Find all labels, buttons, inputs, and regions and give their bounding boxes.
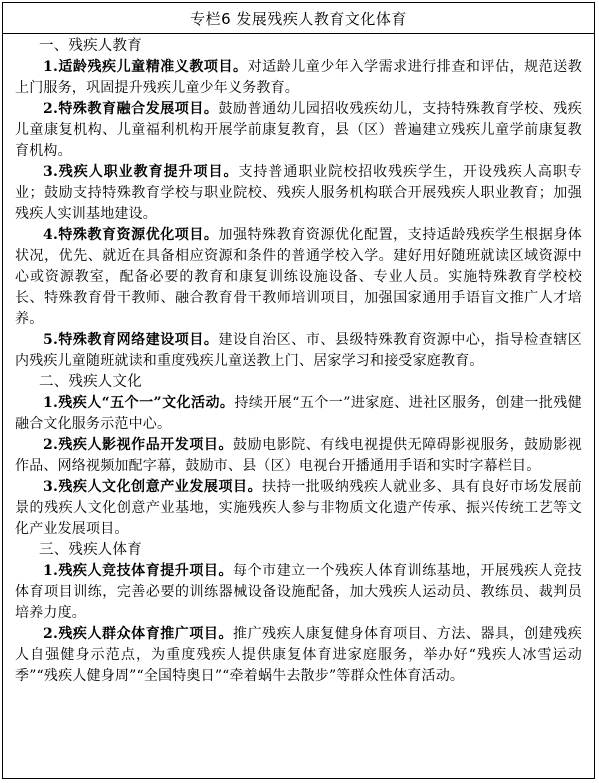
list-item <box>15 477 582 540</box>
section-heading-sports: 三、残疾人体育 <box>39 542 142 558</box>
item-body: 鼓励普通幼儿园招收残疾幼儿，支持特殊教育学校、残疾儿童康复机构、儿童福利机构开展学前康复教育，县（区）普遍建立残疾儿童学前康复教育机构。 <box>15 101 583 159</box>
list-item <box>15 225 582 330</box>
item-body: 建设自治区、市、县级特殊教育资源中心，指导检查辖区内残疾儿童随班就读和重度残疾儿童送教上门、居家学习和接受家庭教育。 <box>15 332 583 369</box>
section-heading-culture: 二、残疾人文化 <box>39 374 142 390</box>
item-title: 2.特殊教育融合发展项目。 <box>43 101 219 117</box>
item-body: 扶持一批吸纳残疾人就业多、具有良好市场发展前景的残疾人文化创意产业基地，实施残疾人参与非物质文化遗产传承、振兴传统工艺等文化产业发展项目。 <box>15 479 582 537</box>
item-title: 3.残疾人文化创意产业发展项目。 <box>43 479 263 495</box>
list-item <box>15 99 582 162</box>
item-body: 支持普通职业院校招收残疾学生，开设残疾人高职专业；鼓励支持特殊教育学校与职业院校、残疾人服务机构联合开展残疾人职业教育；加强残疾人实训基地建设。 <box>15 164 582 222</box>
item-body: 每个市建立一个残疾人体育训练基地，开展残疾人竞技体育项目训练，完善必要的训练器械设备设施配备，加大残疾人运动员、教练员、裁判员培养力度。 <box>15 563 582 621</box>
column-content <box>3 34 594 687</box>
list-item <box>15 561 582 624</box>
column-box <box>2 2 595 779</box>
list-item <box>15 393 582 435</box>
item-title: 1.残疾人“五个一”文化活动。 <box>43 395 235 411</box>
item-title: 2.残疾人影视作品开发项目。 <box>43 437 234 453</box>
list-item <box>15 330 582 372</box>
section-heading-education: 一、残疾人教育 <box>39 38 142 54</box>
item-body: 持续开展“五个一”进家庭、进社区服务，创建一批残健融合文化服务示范中心。 <box>15 395 582 432</box>
list-item <box>15 624 582 687</box>
list-item <box>15 162 582 225</box>
item-title: 2.残疾人群众体育推广项目。 <box>43 626 234 642</box>
item-title: 4.特殊教育资源优化项目。 <box>43 227 219 243</box>
item-body: 对适龄儿童少年入学需求进行排查和评估，规范送教上门服务，巩固提升残疾儿童少年义务教育。 <box>15 59 582 96</box>
item-body: 加强特殊教育资源优化配置，支持适龄残疾学生根据身体状况，优先、就近在具备相应资源和条件的普通学校入学。建好用好随班就读区域资源中心或资源教室，配备必要的教育和康复训练设施设备、专业人员。实施特殊教育学校校长、特殊教育骨干教师、融合教育骨干教师培训项目，加强国家通用手语盲文推广人才培养。 <box>15 227 583 327</box>
item-body: 推广残疾人康复健身体育项目、方法、器具，创建残疾人自强健身示范点，为重度残疾人提供康复体育进家庭服务，举办好“残疾人冰雪运动季”“残疾人健身周”“全国特奥日”“牵着蜗牛去散步”等群众性体育活动。 <box>15 626 582 684</box>
list-item <box>15 57 582 99</box>
list-item <box>15 435 582 477</box>
item-title: 5.特殊教育网络建设项目。 <box>43 332 219 348</box>
column-title: 专栏6 发展残疾人教育文化体育 <box>3 3 594 34</box>
item-title: 1.适龄残疾儿童精准义教项目。 <box>43 59 248 75</box>
item-title: 3.残疾人职业教育提升项目。 <box>43 164 239 180</box>
item-body: 鼓励电影院、有线电视提供无障碍影视服务，鼓励影视作品、网络视频加配字幕，鼓励市、县（区）电视台开播通用手语和实时字幕栏目。 <box>15 437 582 474</box>
item-title: 1.残疾人竞技体育提升项目。 <box>43 563 234 579</box>
